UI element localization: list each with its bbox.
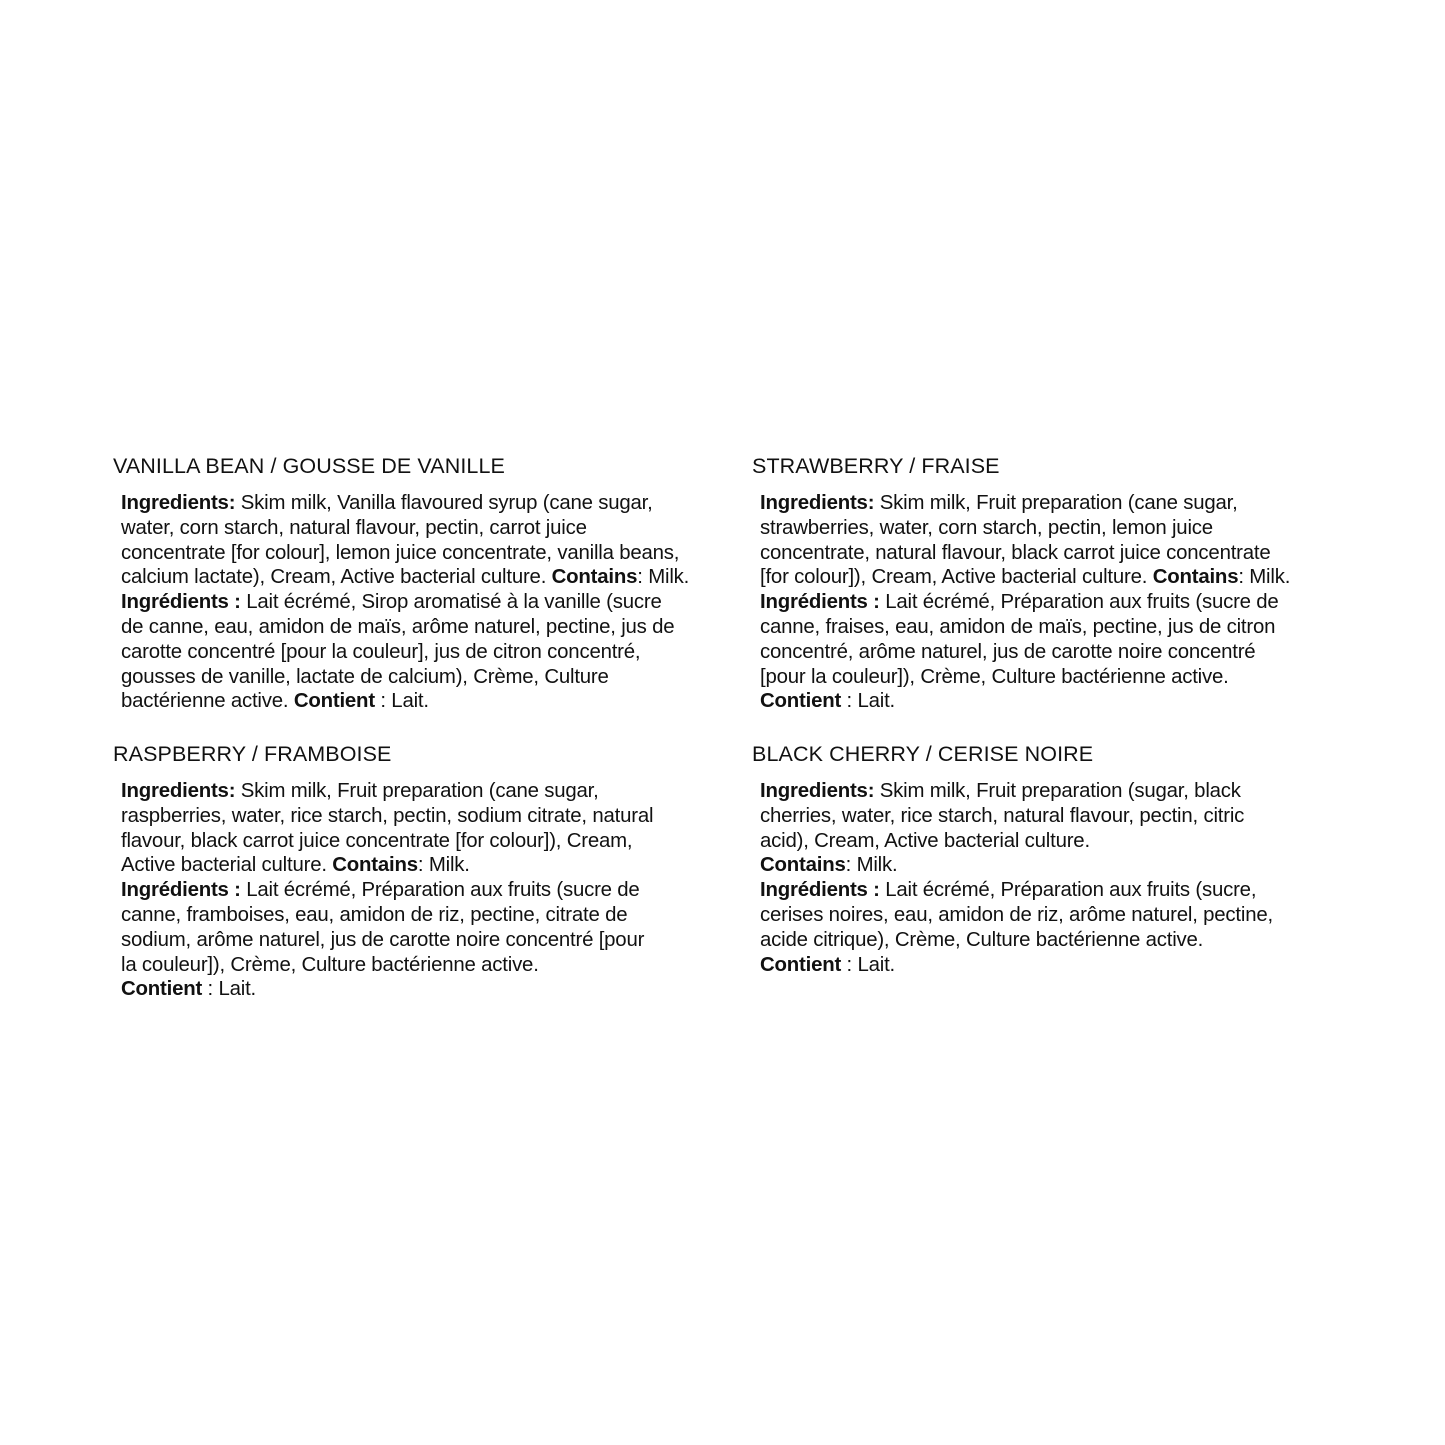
bold-label: Ingrédients : bbox=[760, 591, 880, 614]
bold-label: Contains bbox=[760, 854, 846, 877]
bold-label: Contient bbox=[760, 690, 842, 713]
ingredients-text bbox=[760, 491, 1352, 714]
flavour-title: STRAWBERRY / FRAISE bbox=[752, 454, 1000, 478]
text-line: Contient : Lait. bbox=[121, 978, 257, 1001]
bold-label: Contient bbox=[293, 690, 375, 713]
text-line: Ingrédients : Lait écrémé, Sirop aromatisé à la vanille (sucre bbox=[121, 591, 662, 614]
text-line: Ingredients: Skim milk, Fruit preparation (sugar, black bbox=[760, 780, 1241, 802]
text-line: gousses de vanille, lactate de calcium), Crème, Culture bbox=[121, 665, 609, 688]
panel-raspberry bbox=[113, 740, 713, 1002]
text-line: concentré, arôme naturel, jus de carotte noire concentré bbox=[760, 640, 1256, 663]
text-line: acid), Cream, Active bacterial culture. bbox=[760, 829, 1090, 852]
text-line: Contient : Lait. bbox=[760, 690, 896, 713]
flavour-title: VANILLA BEAN / GOUSSE DE VANILLE bbox=[113, 454, 505, 478]
bold-label: Ingrédients : bbox=[121, 879, 241, 902]
text-line: [for colour]), Cream, Active bacterial culture. Contains: Milk. bbox=[760, 566, 1291, 589]
text-line: calcium lactate), Cream, Active bacterial culture. Contains: Milk. bbox=[121, 566, 690, 589]
text-line: Active bacterial culture. Contains: Milk. bbox=[121, 854, 470, 877]
text-line: canne, framboises, eau, amidon de riz, pectine, citrate de bbox=[121, 903, 628, 926]
text-line: raspberries, water, rice starch, pectin, sodium citrate, natural bbox=[121, 804, 654, 827]
flavour-title: BLACK CHERRY / CERISE NOIRE bbox=[752, 742, 1094, 766]
text-line: Ingredients: Skim milk, Fruit preparation (cane sugar, bbox=[121, 780, 599, 802]
text-line: Contient : Lait. bbox=[760, 953, 896, 976]
text-line: water, corn starch, natural flavour, pectin, carrot juice bbox=[121, 516, 587, 539]
text-line: cerises noires, eau, amidon de riz, arôme naturel, pectine, bbox=[760, 903, 1273, 926]
text-line: flavour, black carrot juice concentrate [for colour]), Cream, bbox=[121, 829, 633, 852]
text-line: concentrate [for colour], lemon juice concentrate, vanilla beans, bbox=[121, 541, 680, 564]
flavour-title: RASPBERRY / FRAMBOISE bbox=[113, 742, 392, 766]
bold-label: Ingredients: bbox=[760, 492, 875, 514]
panel-black-cherry bbox=[752, 740, 1352, 977]
text-line: bactérienne active. Contient : Lait. bbox=[121, 690, 429, 713]
ingredients-text bbox=[121, 779, 713, 1002]
bold-label: Ingredients: bbox=[121, 492, 236, 514]
bold-label: Ingredients: bbox=[760, 780, 875, 802]
text-line: Ingrédients : Lait écrémé, Préparation aux fruits (sucre, bbox=[760, 879, 1257, 902]
text-line: de canne, eau, amidon de maïs, arôme naturel, pectine, jus de bbox=[121, 615, 675, 638]
ingredients-text bbox=[760, 779, 1352, 977]
bold-label: Contains bbox=[551, 566, 638, 589]
text-line: acide citrique), Crème, Culture bactérienne active. bbox=[760, 928, 1204, 951]
text-line: cherries, water, rice starch, natural flavour, pectin, citric bbox=[760, 804, 1245, 827]
text-line: carotte concentré [pour la couleur], jus de citron concentré, bbox=[121, 640, 641, 663]
text-line: Ingredients: Skim milk, Fruit preparation (cane sugar, bbox=[760, 492, 1238, 514]
text-line: Ingrédients : Lait écrémé, Préparation aux fruits (sucre de bbox=[760, 591, 1279, 614]
bold-label: Contains bbox=[1152, 566, 1239, 589]
ingredients-text bbox=[121, 491, 713, 714]
text-line: Contains: Milk. bbox=[760, 854, 898, 877]
bold-label: Ingredients: bbox=[121, 780, 236, 802]
bold-label: Contient bbox=[760, 953, 842, 976]
bold-label: Contient bbox=[121, 978, 203, 1001]
panel-strawberry bbox=[752, 452, 1352, 714]
panel-vanilla-bean bbox=[113, 452, 713, 714]
text-line: Ingrédients : Lait écrémé, Préparation aux fruits (sucre de bbox=[121, 879, 640, 902]
bold-label: Ingrédients : bbox=[760, 879, 880, 902]
bold-label: Ingrédients : bbox=[121, 591, 241, 614]
text-line: Ingredients: Skim milk, Vanilla flavoured syrup (cane sugar, bbox=[121, 492, 653, 514]
text-line: sodium, arôme naturel, jus de carotte noire concentré [pour bbox=[121, 928, 645, 951]
bold-label: Contains bbox=[332, 854, 418, 877]
text-line: la couleur]), Crème, Culture bactérienne active. bbox=[121, 953, 539, 976]
text-line: [pour la couleur]), Crème, Culture bactérienne active. bbox=[760, 665, 1229, 688]
text-line: strawberries, water, corn starch, pectin, lemon juice bbox=[760, 516, 1213, 539]
text-line: concentrate, natural flavour, black carrot juice concentrate bbox=[760, 541, 1271, 564]
text-line: canne, fraises, eau, amidon de maïs, pectine, jus de citron bbox=[760, 615, 1276, 638]
